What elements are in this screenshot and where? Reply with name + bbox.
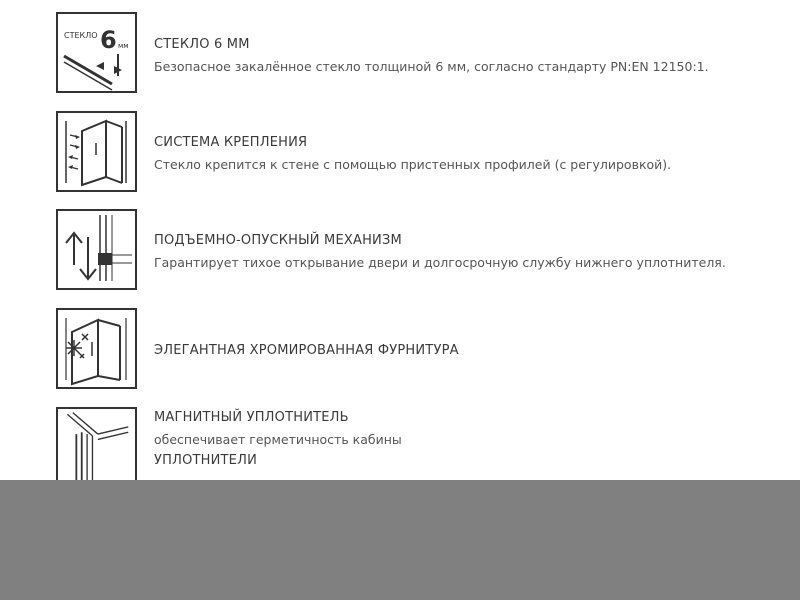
feature-title: ПОДЪЕМНО-ОПУСКНЫЙ МЕХАНИЗМ <box>154 233 402 248</box>
feature-title: ЭЛЕГАНТНАЯ ХРОМИРОВАННАЯ ФУРНИТУРА <box>154 343 459 358</box>
feature-subtitle: УПЛОТНИТЕЛИ <box>154 453 258 468</box>
feature-description: обеспечивает герметичность кабины <box>154 432 402 447</box>
lift-mechanism-icon <box>56 209 137 290</box>
icon-glass-number: 6 <box>100 26 117 54</box>
feature-title: МАГНИТНЫЙ УПЛОТНИТЕЛЬ <box>154 410 349 425</box>
feature-description: Стекло крепится к стене с помощью пристенных профилей (с регулировкой). <box>154 157 672 172</box>
feature-title: СТЕКЛО 6 ММ <box>154 37 250 52</box>
chrome-fittings-icon <box>56 308 137 389</box>
feature-description: Безопасное закалённое стекло толщиной 6 мм, согласно стандарту PN:EN 12150:1. <box>154 59 709 74</box>
gray-overlay <box>0 480 800 600</box>
icon-glass-label: СТЕКЛО <box>64 31 98 40</box>
feature-description: Гарантирует тихое открывание двери и долгосрочную службу нижнего уплотнителя. <box>154 255 726 270</box>
glass-6mm-icon <box>56 12 137 93</box>
wall-mount-icon <box>56 111 137 192</box>
feature-title: СИСТЕМА КРЕПЛЕНИЯ <box>154 135 308 150</box>
icon-glass-unit: мм <box>118 42 129 50</box>
